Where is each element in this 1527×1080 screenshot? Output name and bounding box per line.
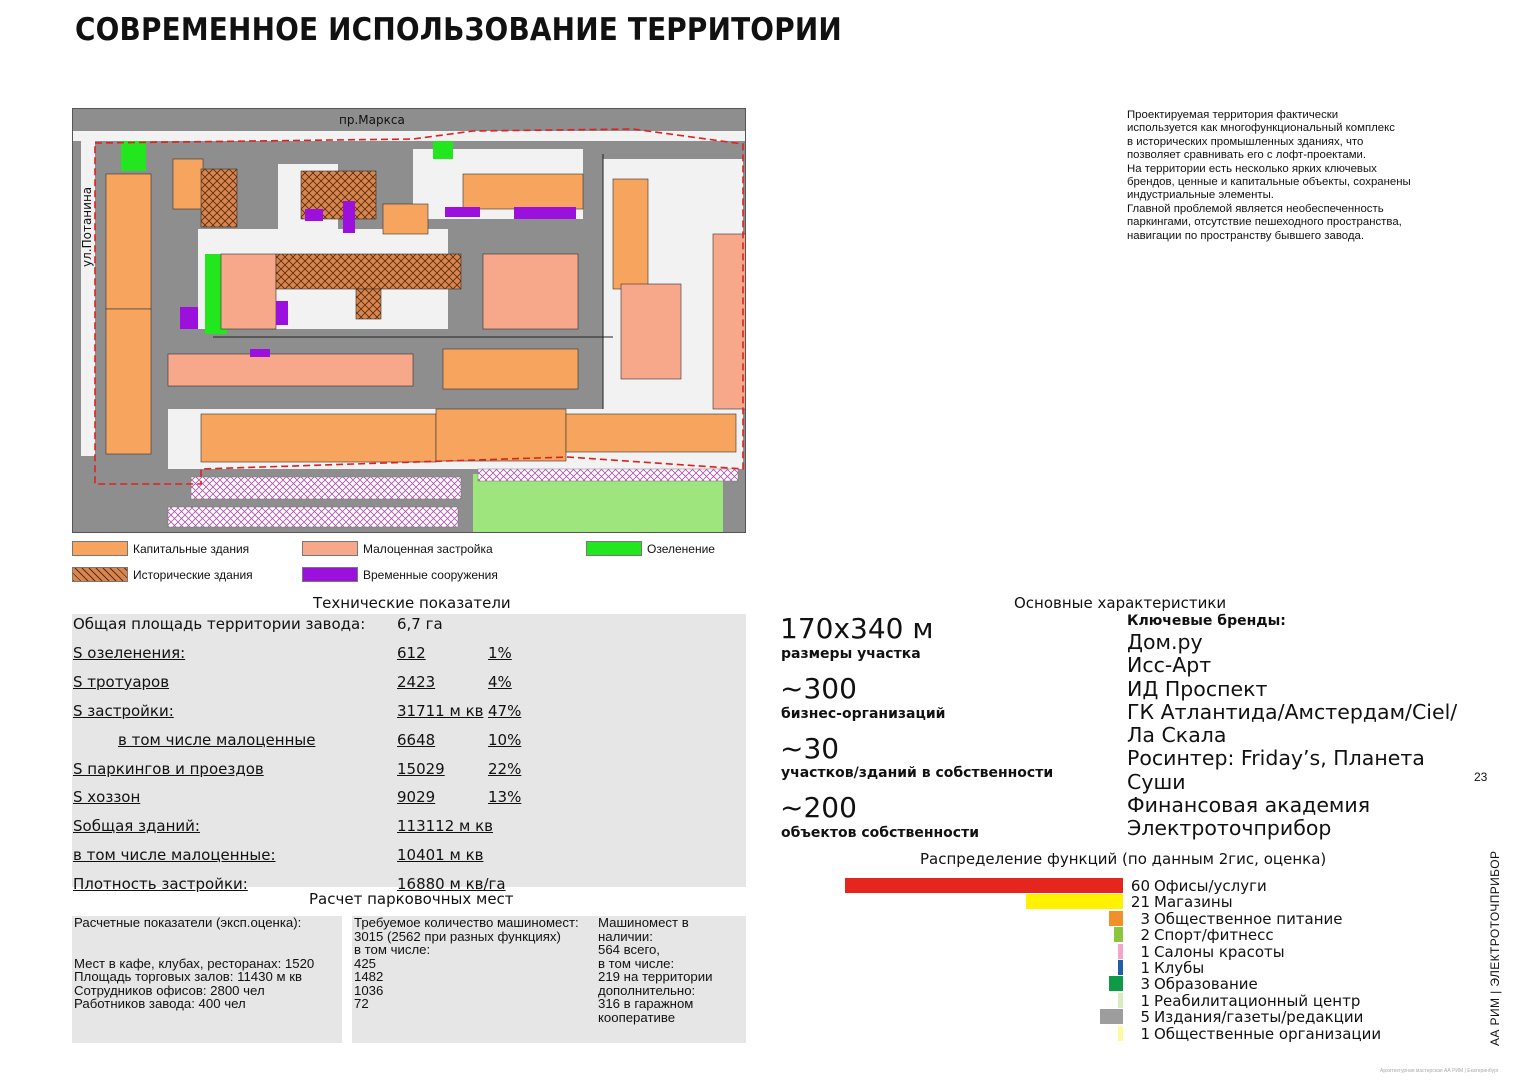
- description-line: позволяет сравнивать его с лофт-проектами.: [1127, 149, 1367, 162]
- tech-value: 31711 м кв: [397, 701, 484, 720]
- parking-line: 1482: [354, 969, 384, 984]
- tech-value: 9029: [397, 788, 436, 807]
- chart-row: [845, 992, 1405, 1009]
- chart-category-label: Салоны красоты: [1154, 942, 1285, 961]
- tech-label: Общая площадь территории завода:: [73, 615, 366, 633]
- tech-value: 10401 м кв: [397, 846, 484, 865]
- chart-bar: [1118, 960, 1123, 975]
- description-block: [1127, 109, 1477, 243]
- chart-category-label: Реабилитационный центр: [1154, 991, 1361, 1010]
- chart-value-label: 3: [1140, 975, 1150, 994]
- tech-value: 612: [397, 643, 426, 662]
- tech-label: S паркингов и проездов: [73, 759, 264, 778]
- parking-line: Расчетные показатели (эксп.оценка):: [74, 915, 302, 930]
- chart-row: [845, 943, 1405, 960]
- description-line: в исторических промышленных зданиях, что: [1127, 135, 1364, 148]
- chart-category-label: Офисы/услуги: [1154, 877, 1267, 895]
- legend-lowvalue-label: Малоценная застройка: [363, 541, 493, 556]
- brand-item: Электроточприбор: [1127, 816, 1332, 841]
- parking-line: Площадь торговых залов: 11430 м кв: [74, 969, 302, 984]
- main-chars-caption: Основные характеристики: [1014, 594, 1227, 612]
- tech-value: 6,7 га: [397, 615, 443, 633]
- brand-item: Дом.ру: [1127, 630, 1203, 654]
- map-street-top: пр.Маркса: [339, 113, 405, 127]
- tech-label: Sобщая зданий:: [73, 817, 200, 836]
- chart-row: [845, 926, 1405, 943]
- description-line: индустриальные элементы.: [1127, 189, 1274, 202]
- description-line: используется как многофункциональный комплекс: [1127, 122, 1395, 135]
- chart-row: [845, 893, 1405, 910]
- parking-line: 219 на территории: [598, 969, 713, 984]
- chart-row: [845, 975, 1405, 992]
- brand-item: Исс-Арт: [1127, 653, 1212, 678]
- chart-value-label: 1: [1140, 1024, 1150, 1043]
- parking-caption: Расчет парковочных мест: [309, 890, 514, 908]
- chart-bar: [1109, 976, 1123, 991]
- chart-value-label: 1: [1140, 942, 1150, 961]
- brands-block: [1127, 613, 1487, 841]
- legend-green-swatch: [586, 541, 642, 556]
- chart-category-label: Общественное питание: [1154, 909, 1343, 928]
- legend-historic-swatch: [72, 567, 128, 582]
- page-number: 23: [1474, 770, 1488, 784]
- chart-value-label: 2: [1140, 926, 1150, 945]
- parking-line: 425: [354, 955, 377, 971]
- chart-bar: [1026, 894, 1123, 909]
- char-orgs-label: бизнес-организаций: [781, 706, 946, 722]
- parking-line: Работников завода: 400 чел: [74, 996, 246, 1011]
- description-line: брендов, ценные и капитальные объекты, сохранены: [1127, 176, 1411, 189]
- chart-value-label: 1: [1140, 991, 1150, 1010]
- char-size-value: 170x340 м: [780, 612, 934, 645]
- tech-value: 15029: [397, 759, 445, 778]
- chart-bar: [1109, 911, 1123, 926]
- tech-percent: 4%: [488, 672, 512, 691]
- brand-item: ИД Проспект: [1127, 676, 1268, 701]
- tech-value: 16880 м кв/га: [397, 875, 506, 894]
- chart-value-label: 3: [1140, 909, 1150, 928]
- description-line: Главной проблемой является необеспеченность: [1127, 202, 1384, 215]
- site-plan-svg: [73, 109, 746, 533]
- parking-line: Требуемое количество машиномест:: [354, 915, 579, 930]
- description-line: На территории есть несколько ярких ключевых: [1127, 162, 1377, 175]
- char-orgs-value: ~300: [780, 672, 857, 705]
- parking-line: 72: [354, 996, 369, 1011]
- parking-line: Сотрудников офисов: 2800 чел: [74, 982, 265, 998]
- map-street-left: ул.Потанина: [80, 186, 94, 267]
- legend-temporary: [302, 567, 498, 582]
- tech-label: S хоззон: [73, 788, 141, 807]
- chart-bar: [845, 878, 1123, 893]
- chart-bar: [1118, 944, 1123, 959]
- chart-category-label: Издания/газеты/редакции: [1154, 1008, 1364, 1027]
- chart-row: [845, 910, 1405, 927]
- parking-line: кооперативе: [598, 1009, 676, 1025]
- chart-row: [845, 1025, 1405, 1042]
- parking-line: Машиномест в: [598, 915, 689, 930]
- legend-green-label: Озеленение: [647, 541, 715, 556]
- chart-title: Распределение функций (по данным 2гис, оценка): [920, 850, 1327, 868]
- legend-capital-label: Капитальные здания: [133, 541, 250, 556]
- tech-label: в том числе малоценные:: [73, 846, 276, 865]
- chart-value-label: 21: [1130, 893, 1150, 912]
- parking-line: в том числе:: [598, 955, 675, 971]
- brands-title: Ключевые бренды:: [1127, 613, 1286, 629]
- parking-line: дополнительно:: [598, 982, 696, 998]
- legend-historic-label: Исторические здания: [133, 567, 253, 582]
- parking-line: Мест в кафе, клубах, ресторанах: 1520: [74, 955, 315, 971]
- chart-category-label: Спорт/фитнесс: [1154, 926, 1274, 945]
- brand-item: Финансовая академия: [1127, 793, 1371, 818]
- footer-note: Архитектурная мастерская АА РИМ | Екатеринбург: [1380, 1068, 1499, 1074]
- legend-temporary-swatch: [302, 567, 358, 582]
- chart-bar: [1114, 927, 1123, 942]
- tech-percent: 22%: [488, 759, 522, 778]
- char-objects-value: ~200: [780, 791, 857, 824]
- parking-line: 316 в гаражном: [598, 996, 694, 1011]
- description-line: навигации по пространству бывшего завода.: [1127, 229, 1364, 242]
- char-objects-label: объектов собственности: [781, 825, 980, 841]
- legend-green: [586, 541, 715, 556]
- tech-value: 6648: [397, 730, 436, 749]
- chart-bar: [1100, 1009, 1123, 1024]
- parking-line: наличии:: [598, 928, 653, 944]
- brand-item: Ла Скала: [1127, 723, 1227, 748]
- chart-value-label: 5: [1140, 1008, 1150, 1027]
- tech-percent: 13%: [488, 788, 522, 807]
- legend-historic: [72, 567, 253, 582]
- side-label: АА РИМ | ЭЛЕКТРОТОЧПРИБОР: [1488, 850, 1502, 1046]
- tech-label: Плотность застройки:: [73, 875, 248, 894]
- parking-line: [74, 943, 340, 957]
- parking-line: 1036: [354, 982, 384, 998]
- chart-bar: [1118, 1026, 1123, 1041]
- description-line: паркингами, отсутствие пешеходного пространства,: [1127, 216, 1402, 229]
- chart-category-label: Магазины: [1154, 893, 1233, 912]
- parking-line: в том числе:: [354, 942, 431, 957]
- brand-item: Росинтер: Friday’s, Планета: [1127, 746, 1425, 771]
- tech-caption: Технические показатели: [313, 594, 511, 612]
- description-line: Проектируемая территория фактически: [1127, 109, 1339, 121]
- legend-capital-swatch: [72, 541, 128, 556]
- tech-value: 2423: [397, 672, 436, 691]
- tech-percent: 1%: [488, 643, 512, 662]
- tech-value: 113112 м кв: [397, 817, 494, 836]
- chart-row: [845, 1008, 1405, 1025]
- chart-row: [845, 959, 1405, 976]
- chart-row: [845, 877, 1405, 894]
- char-plots-value: ~30: [780, 732, 840, 765]
- site-plan-map: [72, 108, 746, 533]
- tech-label: в том числе малоценные: [118, 730, 316, 749]
- chart-category-label: Общественные организации: [1154, 1024, 1382, 1043]
- char-size-label: размеры участка: [781, 646, 921, 662]
- parking-line: [74, 930, 340, 944]
- tech-percent: 10%: [488, 730, 522, 749]
- parking-line: 3015 (2562 при разных функциях): [354, 928, 561, 944]
- chart-bar: [1118, 993, 1123, 1008]
- tech-percent: 47%: [488, 701, 522, 720]
- chart-category-label: Клубы: [1154, 959, 1205, 977]
- brand-item: Суши: [1127, 769, 1186, 794]
- chart-value-label: 60: [1130, 877, 1150, 895]
- tech-label: S озеленения:: [73, 643, 186, 662]
- chart-category-label: Образование: [1154, 975, 1258, 994]
- tech-label: S застройки:: [73, 701, 174, 720]
- brand-item: ГК Атлантида/Амстердам/Ciel/: [1127, 699, 1458, 724]
- legend-temporary-label: Временные сооружения: [363, 567, 498, 582]
- parking-line: 564 всего,: [598, 942, 660, 957]
- parking-col-available: [598, 916, 713, 1024]
- chart-value-label: 1: [1140, 959, 1150, 977]
- legend-lowvalue: [302, 541, 493, 556]
- parking-col-indicators: [72, 916, 342, 1043]
- legend-capital: [72, 541, 249, 556]
- char-plots-label: участков/зданий в собственности: [781, 765, 1054, 781]
- tech-table: [72, 614, 746, 894]
- legend-lowvalue-swatch: [302, 541, 358, 556]
- page-title: СОВРЕМЕННОЕ ИСПОЛЬЗОВАНИЕ ТЕРРИТОРИИ: [75, 12, 842, 48]
- tech-label: S тротуаров: [73, 672, 170, 691]
